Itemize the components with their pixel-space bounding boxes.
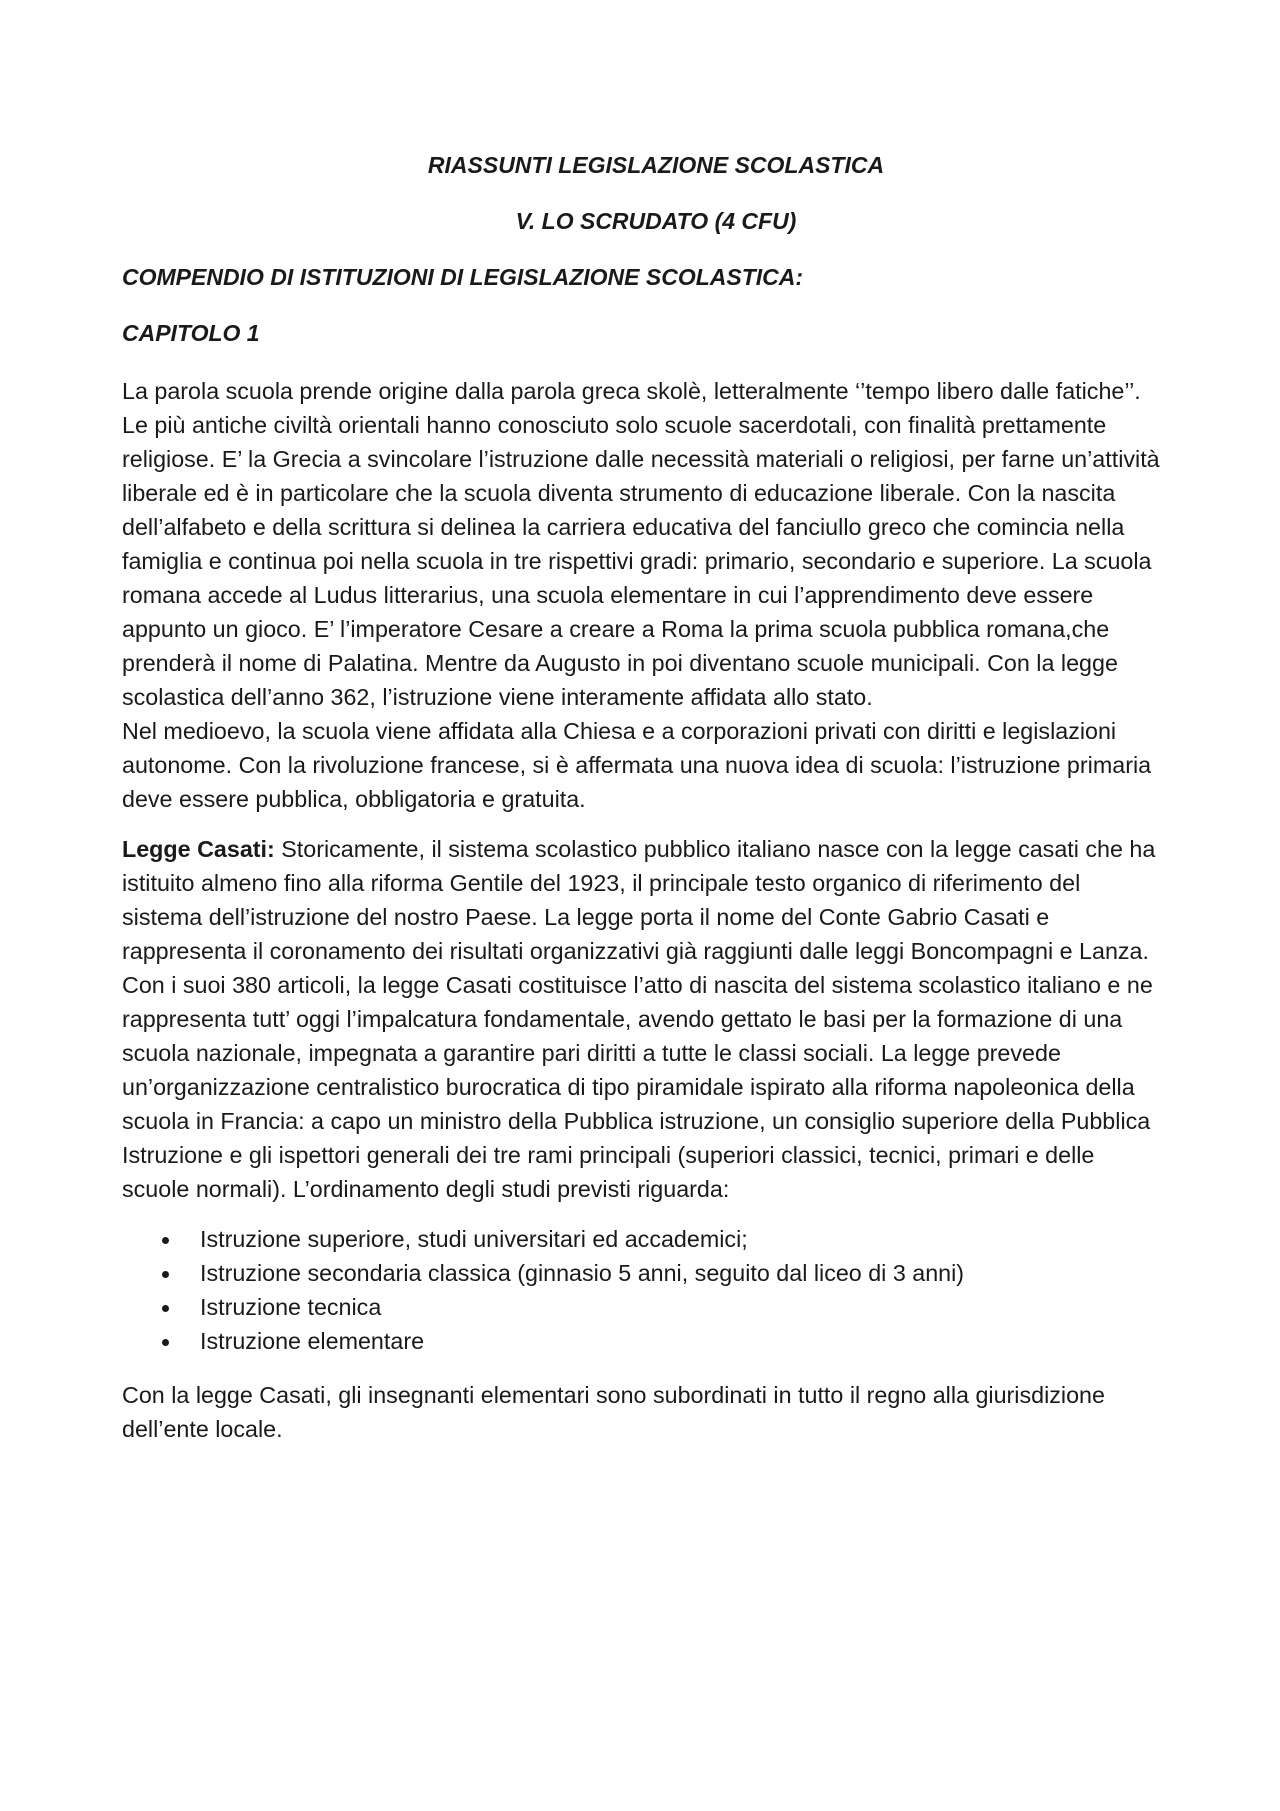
bullet-icon	[162, 1339, 169, 1346]
document-subtitle: V. LO SCRUDATO (4 CFU)	[515, 208, 797, 234]
list-item	[122, 1222, 1160, 1256]
list-item	[122, 1290, 1160, 1324]
section-heading: COMPENDIO DI ISTITUZIONI DI LEGISLAZIONE SCOLASTICA:	[122, 264, 804, 290]
paragraph-origins: La parola scuola prende origine dalla parola greca skolè, letteralmente ‘’tempo libero dalle fatiche’’. Le più antiche civiltà orientali hanno conosciuto solo scuole sacerdotali, con finalità prettamente religiose. E’ la Grecia a svincolare l’istruzione dalle necessità materiali o religiosi, per farne un’attività liberale ed è in particolare che la scuola diventa strumento di educazione liberale. Con la nascita dell’alfabeto e della scrittura si delinea la carriera educativa del fanciullo greco che comincia nella famiglia e continua poi nella scuola in tre rispettivi gradi: primario, secondario e superiore. La scuola romana accede al Ludus litterarius, una scuola elementare in cui l’apprendimento deve essere appunto un gioco. E’ l’imperatore Cesare a creare a Roma la prima scuola pubblica romana,che prenderà il nome di Palatina. Mentre da Augusto in poi diventano scuole municipali. Con la legge scolastica dell’anno 362, l’istruzione viene interamente affidata allo stato.	[122, 378, 1160, 710]
chapter-heading: CAPITOLO 1	[122, 320, 260, 346]
bullet-icon	[162, 1305, 169, 1312]
list-item-text: Istruzione tecnica	[200, 1294, 382, 1320]
paragraph-teachers: Con la legge Casati, gli insegnanti elementari sono subordinati in tutto il regno alla giurisdizione dell’ente locale.	[122, 1382, 1105, 1442]
legge-casati-label: Legge Casati:	[122, 836, 275, 862]
paragraph-medieval: Nel medioevo, la scuola viene affidata alla Chiesa e a corporazioni privati con diritti e legislazioni autonome. Con la rivoluzione francese, si è affermata una nuova idea di scuola: l’istruzione primaria deve essere pubblica, obbligatoria e gratuita.	[122, 718, 1152, 812]
list-item-text: Istruzione secondaria classica (ginnasio 5 anni, seguito dal liceo di 3 anni)	[200, 1260, 965, 1286]
paragraph-legge-casati	[122, 832, 1160, 1206]
list-item-text: Istruzione elementare	[200, 1328, 425, 1354]
list-item	[122, 1324, 1160, 1358]
bullet-icon	[162, 1237, 169, 1244]
list-item-text: Istruzione superiore, studi universitari ed accademici;	[200, 1226, 748, 1252]
bullet-icon	[162, 1271, 169, 1278]
studies-list	[122, 1222, 1160, 1358]
list-item	[122, 1256, 1160, 1290]
document-title: RIASSUNTI LEGISLAZIONE SCOLASTICA	[427, 152, 885, 178]
legge-casati-text: Storicamente, il sistema scolastico pubblico italiano nasce con la legge casati che ha istituito almeno fino alla riforma Gentile del 1923, il principale testo organico di riferimento del sistema dell’istruzione del nostro Paese. La legge porta il nome del Conte Gabrio Casati e rappresenta il coronamento dei risultati organizzativi già raggiunti dalle leggi Boncompagni e Lanza. Con i suoi 380 articoli, la legge Casati costituisce l’atto di nascita del sistema scolastico italiano e ne rappresenta tutt’ oggi l’impalcatura fondamentale, avendo gettato le basi per la formazione di una scuola nazionale, impegnata a garantire pari diritti a tutte le classi sociali. La legge prevede un’organizzazione centralistico burocratica di tipo piramidale ispirato alla riforma napoleonica della scuola in Francia: a capo un ministro della Pubblica istruzione, un consiglio superiore della Pubblica Istruzione e gli ispettori generali dei tre rami principali (superiori classici, tecnici, primari e delle scuole normali). L’ordinamento degli studi previsti riguarda:	[122, 836, 1156, 1202]
